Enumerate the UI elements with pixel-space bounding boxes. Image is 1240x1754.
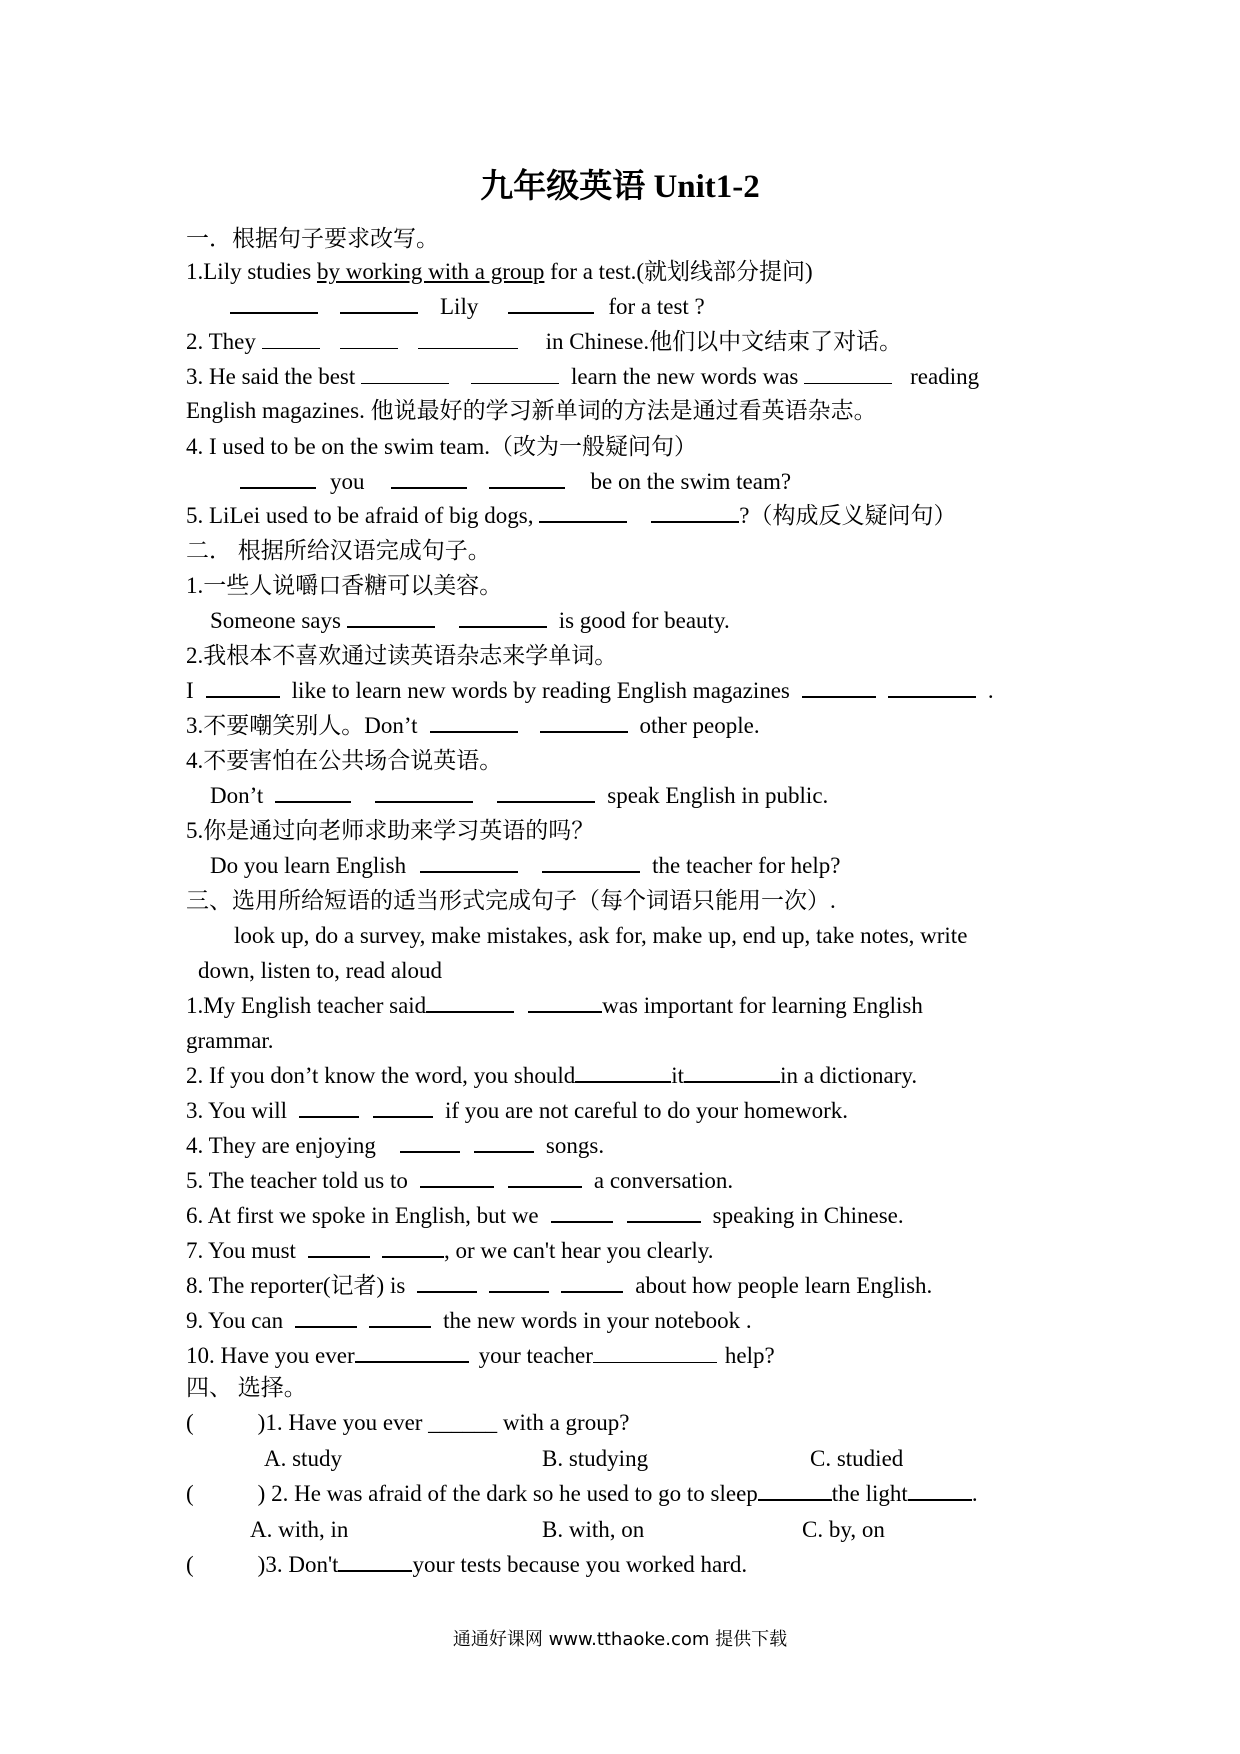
p1-q2-line: 2. They in Chinese.他们以中文结束了对话。 bbox=[186, 329, 903, 354]
answer-blank[interactable] bbox=[262, 330, 320, 349]
p3-q10-line: 10. Have you ever your teacher help? bbox=[186, 1343, 775, 1368]
answer-blank[interactable] bbox=[804, 365, 892, 384]
answer-blank[interactable] bbox=[430, 713, 518, 733]
underlined-phrase: by working with a group bbox=[316, 259, 545, 284]
p2-q2-chinese: 2.我根本不喜欢通过读英语杂志来学单词。 bbox=[186, 643, 618, 668]
section-4-heading: 四、 选择。 bbox=[186, 1375, 307, 1400]
section-2-heading: 二． 根据所给汉语完成句子。 bbox=[186, 538, 491, 563]
option-b[interactable]: B. studying bbox=[542, 1446, 649, 1471]
p2-q5-chinese: 5.你是通过向老师求助来学习英语的吗？ bbox=[186, 818, 595, 843]
answer-blank[interactable] bbox=[275, 783, 351, 803]
page-title: 九年级英语 Unit1-2 bbox=[480, 169, 760, 205]
answer-blank[interactable] bbox=[375, 783, 473, 803]
p3-q3-line: 3. You will if you are not careful to do your homework. bbox=[186, 1098, 849, 1123]
p3-q1-line-2: grammar. bbox=[186, 1028, 274, 1053]
answer-blank[interactable] bbox=[471, 365, 559, 384]
answer-blank[interactable] bbox=[299, 1098, 359, 1118]
answer-blank[interactable] bbox=[508, 1168, 582, 1188]
p2-q2-line: I like to learn new words by reading English magazines . bbox=[186, 678, 994, 703]
answer-blank[interactable] bbox=[338, 1552, 412, 1572]
p1-q3-line: 3. He said the best learn the new words was reading bbox=[186, 364, 980, 389]
download-footer: 通通好课网 www.tthaoke.com 提供下载 bbox=[452, 1629, 788, 1650]
answer-blank[interactable] bbox=[474, 1133, 534, 1153]
answer-blank[interactable] bbox=[206, 678, 280, 698]
p3-q9-line: 9. You can the new words in your notebook . bbox=[186, 1308, 752, 1333]
option-b[interactable]: B. with, on bbox=[542, 1517, 645, 1542]
answer-blank[interactable] bbox=[340, 294, 418, 314]
p4-q1-line: ( )1. Have you ever ______ with a group? bbox=[186, 1410, 630, 1435]
answer-blank[interactable] bbox=[542, 853, 640, 873]
answer-blank[interactable] bbox=[489, 469, 565, 489]
answer-blank[interactable] bbox=[295, 1308, 357, 1328]
answer-blank[interactable] bbox=[684, 1063, 780, 1083]
answer-blank[interactable] bbox=[400, 1133, 460, 1153]
p2-q3-line: 3.不要嘲笑别人。Don’t other people. bbox=[186, 713, 760, 738]
answer-blank[interactable] bbox=[508, 294, 594, 314]
p2-q1-chinese: 1.一些人说嚼口香糖可以美容。 bbox=[186, 573, 503, 598]
p2-q4-line: Don’t speak English in public. bbox=[210, 783, 829, 808]
p3-q6-line: 6. At first we spoke in English, but we speaking in Chinese. bbox=[186, 1203, 904, 1228]
p3-q7-line: 7. You must , or we can't hear you clearly. bbox=[186, 1238, 714, 1263]
answer-blank[interactable] bbox=[426, 993, 514, 1013]
answer-blank[interactable] bbox=[230, 294, 318, 314]
answer-blank[interactable] bbox=[355, 1343, 469, 1363]
phrase-bank-line-1: look up, do a survey, make mistakes, ask for, make up, end up, take notes, write bbox=[234, 923, 968, 948]
section-3-heading: 三、选用所给短语的适当形式完成句子（每个词语只能用一次）. bbox=[186, 888, 836, 913]
answer-blank[interactable] bbox=[347, 608, 435, 628]
answer-blank[interactable] bbox=[528, 993, 602, 1013]
option-a[interactable]: A. with, in bbox=[250, 1517, 349, 1542]
section-1-heading: 一．根据句子要求改写。 bbox=[186, 226, 439, 251]
answer-blank[interactable] bbox=[382, 1238, 444, 1258]
answer-blank[interactable] bbox=[418, 330, 518, 349]
answer-blank[interactable] bbox=[802, 678, 876, 698]
answer-blank[interactable] bbox=[888, 678, 976, 698]
answer-blank[interactable] bbox=[539, 503, 627, 523]
answer-blank[interactable] bbox=[420, 853, 518, 873]
answer-blank[interactable] bbox=[361, 365, 449, 384]
p3-q5-line: 5. The teacher told us to a conversation. bbox=[186, 1168, 734, 1193]
answer-blank[interactable] bbox=[593, 1344, 717, 1363]
answer-blank[interactable] bbox=[651, 503, 739, 523]
p3-q1-line: 1.My English teacher said was important for learning English bbox=[186, 993, 923, 1018]
p1-q1-answer-line: Lily for a test ? bbox=[230, 291, 705, 323]
p3-q8-line: 8. The reporter(记者) is about how people learn English. bbox=[186, 1273, 933, 1298]
answer-blank[interactable] bbox=[391, 469, 467, 489]
p1-q4-line: 4. I used to be on the swim team.（改为一般疑问句） bbox=[186, 434, 698, 459]
option-c[interactable]: C. studied bbox=[810, 1446, 904, 1471]
answer-blank[interactable] bbox=[540, 713, 628, 733]
answer-blank[interactable] bbox=[340, 330, 398, 349]
answer-blank[interactable] bbox=[489, 1273, 549, 1293]
answer-blank[interactable] bbox=[561, 1273, 623, 1293]
p1-q4-answer-line: you be on the swim team? bbox=[240, 466, 791, 498]
answer-blank[interactable] bbox=[551, 1203, 613, 1223]
p4-q2-line: ( ) 2. He was afraid of the dark so he used to go to sleep the light . bbox=[186, 1481, 978, 1506]
answer-blank[interactable] bbox=[627, 1203, 701, 1223]
p1-q1-line: 1.Lily studies by working with a group for a test.(就划线部分提问) bbox=[186, 259, 813, 284]
answer-blank[interactable] bbox=[417, 1273, 477, 1293]
answer-blank[interactable] bbox=[758, 1481, 832, 1501]
p3-q4-line: 4. They are enjoying songs. bbox=[186, 1133, 605, 1158]
p2-q4-chinese: 4.不要害怕在公共场合说英语。 bbox=[186, 748, 503, 773]
answer-blank[interactable] bbox=[240, 469, 316, 489]
p4-q3-line: ( )3. Don't your tests because you worked hard. bbox=[186, 1552, 748, 1577]
phrase-bank-line-2: down, listen to, read aloud bbox=[198, 958, 443, 983]
answer-blank[interactable] bbox=[420, 1168, 494, 1188]
option-a[interactable]: A. study bbox=[264, 1446, 342, 1471]
p2-q5-line: Do you learn English the teacher for help? bbox=[210, 853, 841, 878]
answer-blank[interactable] bbox=[459, 608, 547, 628]
p3-q2-line: 2. If you don’t know the word, you should it in a dictionary. bbox=[186, 1063, 918, 1088]
option-c[interactable]: C. by, on bbox=[802, 1517, 885, 1542]
answer-blank[interactable] bbox=[373, 1098, 433, 1118]
answer-blank[interactable] bbox=[308, 1238, 370, 1258]
answer-blank[interactable] bbox=[369, 1308, 431, 1328]
answer-blank[interactable] bbox=[908, 1481, 972, 1501]
p2-q1-line: Someone says is good for beauty. bbox=[210, 608, 730, 633]
p1-q3-line-2: English magazines. 他说最好的学习新单词的方法是通过看英语杂志。 bbox=[186, 398, 877, 423]
p1-q5-line: 5. LiLei used to be afraid of big dogs, ?（构成反义疑问句） bbox=[186, 503, 957, 528]
answer-blank[interactable] bbox=[497, 783, 595, 803]
answer-blank[interactable] bbox=[575, 1063, 671, 1083]
